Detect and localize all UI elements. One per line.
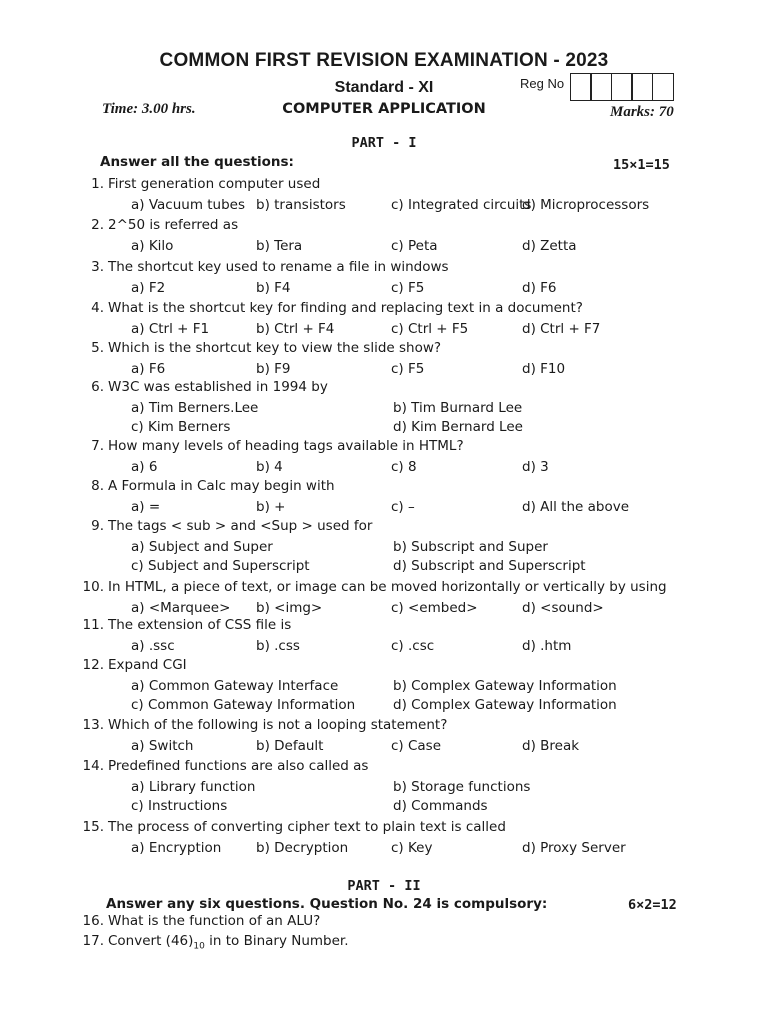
question-1-option-c: c) Integrated circuits xyxy=(391,197,532,213)
question-5-option-d: d) F10 xyxy=(522,361,566,377)
question-11 xyxy=(76,617,291,633)
question-number: 3. xyxy=(91,259,104,275)
part2-instruction: Answer any six questions. Question No. 24 is compulsory: xyxy=(106,896,548,912)
question-text: The extension of CSS file is xyxy=(108,617,292,633)
question-10-option-d: d) <sound> xyxy=(522,600,604,616)
question-text: W3C was established in 1994 by xyxy=(108,379,328,395)
question-text: The tags < sub > and <Sup > used for xyxy=(108,518,373,534)
question-9-option-d: d) Subscript and Superscript xyxy=(393,558,586,574)
question-5-option-a: a) F6 xyxy=(131,361,166,377)
question-text: How many levels of heading tags available in HTML? xyxy=(108,438,464,454)
question-1 xyxy=(76,176,320,192)
question-number: 9. xyxy=(91,518,104,534)
question-number: 14. xyxy=(82,758,104,774)
question-subscript: 10 xyxy=(193,941,205,952)
question-9-option-b: b) Subscript and Super xyxy=(393,539,548,555)
question-5-option-c: c) F5 xyxy=(391,361,425,377)
question-15-option-c: c) Key xyxy=(391,840,433,856)
question-12 xyxy=(76,657,187,673)
question-text: In HTML, a piece of text, or image can be moved horizontally or vertically by using xyxy=(108,579,667,595)
question-text: The shortcut key used to rename a file in windows xyxy=(108,259,449,275)
question-8-option-c: c) – xyxy=(391,499,415,515)
question-5 xyxy=(76,340,441,356)
question-number: 15. xyxy=(82,819,104,835)
question-8 xyxy=(76,478,335,494)
question-9-option-a: a) Subject and Super xyxy=(131,539,273,555)
question-text-tail: in to Binary Number. xyxy=(204,933,349,949)
question-13-option-c: c) Case xyxy=(391,738,442,754)
question-number: 8. xyxy=(91,478,104,494)
question-13-option-d: d) Break xyxy=(522,738,580,754)
question-text: Predefined functions are also called as xyxy=(108,758,369,774)
question-number: 13. xyxy=(82,717,104,733)
question-7-option-a: a) 6 xyxy=(131,459,158,475)
question-3-option-d: d) F6 xyxy=(522,280,557,296)
question-8-option-a: a) = xyxy=(131,499,161,515)
question-3-option-a: a) F2 xyxy=(131,280,166,296)
question-text: What is the shortcut key for finding and replacing text in a document? xyxy=(108,300,583,316)
question-text: First generation computer used xyxy=(108,176,321,192)
standard-label: Standard - XI xyxy=(334,79,434,96)
question-1-option-a: a) Vacuum tubes xyxy=(131,197,246,213)
question-2-option-c: c) Peta xyxy=(391,238,438,254)
question-number: 10. xyxy=(82,579,104,595)
question-2 xyxy=(76,217,238,233)
question-15 xyxy=(76,819,506,835)
question-13-option-a: a) Switch xyxy=(131,738,194,754)
question-6-option-d: d) Kim Bernard Lee xyxy=(393,419,523,435)
question-6 xyxy=(76,379,328,395)
question-4-option-c: c) Ctrl + F5 xyxy=(391,321,469,337)
question-10-option-c: c) <embed> xyxy=(391,600,478,616)
question-3-option-c: c) F5 xyxy=(391,280,425,296)
question-6-option-a: a) Tim Berners.Lee xyxy=(131,400,259,416)
question-15-option-d: d) Proxy Server xyxy=(522,840,626,856)
question-7-option-d: d) 3 xyxy=(522,459,549,475)
question-text: Expand CGI xyxy=(108,657,187,673)
question-text: What is the function of an ALU? xyxy=(108,913,321,929)
question-text: Convert (46) xyxy=(108,933,194,949)
question-text: The process of converting cipher text to plain text is called xyxy=(108,819,506,835)
question-15-option-b: b) Decryption xyxy=(256,840,349,856)
reg-no-box xyxy=(652,73,674,101)
question-14-option-b: b) Storage functions xyxy=(393,779,531,795)
question-6-option-b: b) Tim Burnard Lee xyxy=(393,400,523,416)
question-10 xyxy=(76,579,667,595)
question-4-option-a: a) Ctrl + F1 xyxy=(131,321,210,337)
question-text: Which of the following is not a looping statement? xyxy=(108,717,448,733)
question-15-option-a: a) Encryption xyxy=(131,840,222,856)
question-6-option-c: c) Kim Berners xyxy=(131,419,231,435)
exam-time: Time: 3.00 hrs. xyxy=(102,101,196,117)
question-number: 17. xyxy=(82,933,104,949)
question-13-option-b: b) Default xyxy=(256,738,324,754)
question-12-option-a: a) Common Gateway Interface xyxy=(131,678,339,694)
question-14-option-c: c) Instructions xyxy=(131,798,228,814)
question-1-option-b: b) transistors xyxy=(256,197,346,213)
question-number: 11. xyxy=(82,617,104,633)
question-3 xyxy=(76,259,449,275)
question-text: 2^50 is referred as xyxy=(108,217,239,233)
question-2-option-a: a) Kilo xyxy=(131,238,174,254)
exam-marks: Marks: 70 xyxy=(610,104,674,120)
question-14-option-a: a) Library function xyxy=(131,779,256,795)
question-11-option-c: c) .csc xyxy=(391,638,435,654)
question-17 xyxy=(76,933,349,952)
question-number: 12. xyxy=(82,657,104,673)
part2-score: 6×2=12 xyxy=(628,897,677,913)
question-4-option-b: b) Ctrl + F4 xyxy=(256,321,335,337)
question-number: 4. xyxy=(91,300,104,316)
question-text: A Formula in Calc may begin with xyxy=(108,478,335,494)
part1-instruction: Answer all the questions: xyxy=(100,154,294,170)
part2-heading: PART - II xyxy=(347,878,421,894)
reg-no-box xyxy=(631,73,653,101)
question-text: Which is the shortcut key to view the slide show? xyxy=(108,340,442,356)
question-11-option-b: b) .css xyxy=(256,638,300,654)
reg-no-boxes xyxy=(571,73,674,101)
question-16 xyxy=(76,913,320,929)
question-12-option-c: c) Common Gateway Information xyxy=(131,697,356,713)
part1-heading: PART - I xyxy=(351,135,417,151)
question-7 xyxy=(76,438,464,454)
question-number: 5. xyxy=(91,340,104,356)
question-3-option-b: b) F4 xyxy=(256,280,291,296)
question-number: 16. xyxy=(82,913,104,929)
question-9-option-c: c) Subject and Superscript xyxy=(131,558,310,574)
question-10-option-b: b) <img> xyxy=(256,600,323,616)
question-14 xyxy=(76,758,368,774)
question-4-option-d: d) Ctrl + F7 xyxy=(522,321,601,337)
question-13 xyxy=(76,717,447,733)
question-number: 1. xyxy=(91,176,104,192)
exam-title: COMMON FIRST REVISION EXAMINATION - 2023 xyxy=(159,50,609,71)
question-2-option-d: d) Zetta xyxy=(522,238,577,254)
question-1-option-d: d) Microprocessors xyxy=(522,197,650,213)
question-9 xyxy=(76,518,372,534)
question-12-option-d: d) Complex Gateway Information xyxy=(393,697,617,713)
question-5-option-b: b) F9 xyxy=(256,361,291,377)
question-7-option-c: c) 8 xyxy=(391,459,417,475)
subject-title: COMPUTER APPLICATION xyxy=(282,101,486,117)
reg-no-box xyxy=(570,73,592,101)
question-8-option-d: d) All the above xyxy=(522,499,629,515)
reg-no-box xyxy=(590,73,612,101)
question-4 xyxy=(76,300,583,316)
question-2-option-b: b) Tera xyxy=(256,238,303,254)
question-number: 7. xyxy=(91,438,104,454)
question-8-option-b: b) + xyxy=(256,499,286,515)
reg-no-box xyxy=(611,73,633,101)
question-number: 6. xyxy=(91,379,104,395)
question-11-option-d: d) .htm xyxy=(522,638,572,654)
question-10-option-a: a) <Marquee> xyxy=(131,600,231,616)
question-12-option-b: b) Complex Gateway Information xyxy=(393,678,617,694)
question-14-option-d: d) Commands xyxy=(393,798,488,814)
question-7-option-b: b) 4 xyxy=(256,459,283,475)
question-11-option-a: a) .ssc xyxy=(131,638,175,654)
reg-no-label: Reg No xyxy=(520,76,565,91)
question-number: 2. xyxy=(91,217,104,233)
part1-score: 15×1=15 xyxy=(613,157,670,173)
